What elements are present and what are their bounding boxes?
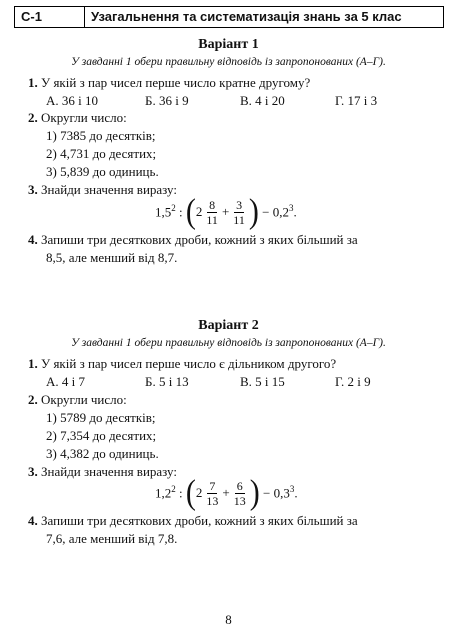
header-table bbox=[14, 6, 444, 28]
v1-expression: $1,5^2$ : ( 2 $\frac{8}{11}$ + $\frac{3}{11}$ ) − $0,2^3$. bbox=[155, 192, 297, 231]
v1-q2-item-3: 3) 5,839 до одиниць. bbox=[46, 164, 159, 179]
v2-q1: 1. У якій з пар чисел перше число є дільником другого? bbox=[28, 356, 337, 371]
v1-q1-option-a: А. 36 і 10 bbox=[46, 93, 98, 108]
v1-q1-option-b: Б. 36 і 9 bbox=[145, 93, 189, 108]
v1-q2-item-2: 2) 4,731 до десятих; bbox=[46, 146, 157, 161]
v2-q2-item-1: 1) 5789 до десятків; bbox=[46, 410, 156, 425]
v1-q4: 4. Запиши три десяткових дроби, кожний з яких більший за bbox=[28, 232, 358, 247]
v2-q1-option-b: Б. 5 і 13 bbox=[145, 374, 189, 389]
v2-q1-option-a: А. 4 і 7 bbox=[46, 374, 85, 389]
page-number: 8 bbox=[225, 612, 232, 626]
variant-2-instruction: У завданні 1 обери правильну відповідь із запропонованих (А–Г). bbox=[71, 337, 386, 349]
variant-1-instruction: У завданні 1 обери правильну відповідь із запропонованих (А–Г). bbox=[71, 56, 386, 68]
v1-q4-line2: 8,5, але менший від 8,7. bbox=[46, 250, 178, 265]
v2-expression: $1,2^2$ : ( 2 $\frac{7}{13}$ + $\frac{6}{13}$ ) − $0,3^3$. bbox=[155, 473, 298, 512]
v2-q4: 4. Запиши три десяткових дроби, кожний з яких більший за bbox=[28, 513, 358, 528]
variant-1-title: Варіант 1 bbox=[198, 37, 259, 52]
v1-q3: 3. Знайди значення виразу: bbox=[28, 182, 177, 197]
v2-q3: 3. Знайди значення виразу: bbox=[28, 464, 177, 479]
v2-q2-item-3: 3) 4,382 до одиниць. bbox=[46, 446, 159, 461]
v2-q2-item-2: 2) 7,354 до десятих; bbox=[46, 428, 157, 443]
v1-q1: 1. У якій з пар чисел перше число кратне другому? bbox=[28, 75, 311, 90]
v2-q2: 2. Округли число: bbox=[28, 392, 127, 407]
v1-q1-option-c: В. 4 і 20 bbox=[240, 93, 285, 108]
v2-q4-line2: 7,6, але менший від 7,8. bbox=[46, 531, 178, 546]
v2-q1-option-d: Г. 2 і 9 bbox=[335, 374, 371, 389]
v1-q2: 2. Округли число: bbox=[28, 110, 127, 125]
section-title: Узагальнення та систематизація знань за 5 клас bbox=[91, 9, 402, 24]
v1-q2-item-1: 1) 7385 до десятків; bbox=[46, 128, 156, 143]
v2-q1-option-c: В. 5 і 15 bbox=[240, 374, 285, 389]
section-code: С-1 bbox=[15, 7, 85, 27]
v1-q1-option-d: Г. 17 і 3 bbox=[335, 93, 378, 108]
variant-2-title: Варіант 2 bbox=[198, 318, 259, 333]
